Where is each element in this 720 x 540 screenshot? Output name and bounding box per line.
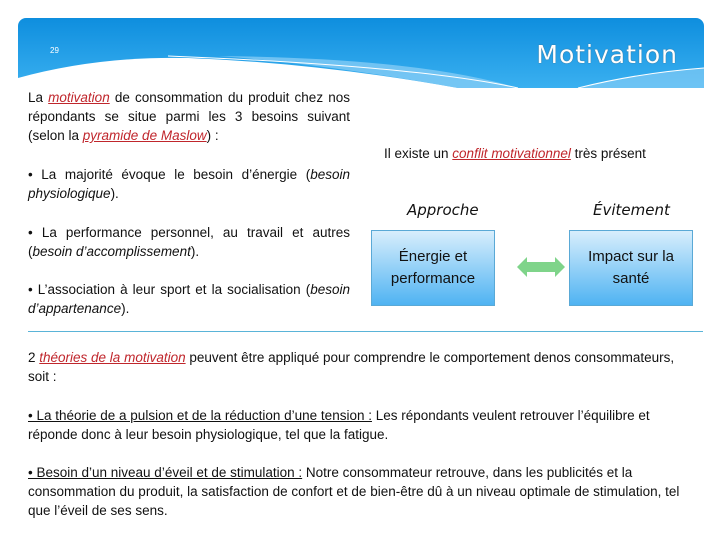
avoidance-box: Impact sur la santé <box>569 230 693 306</box>
theory-arousal: • Besoin d’un niveau d’éveil et de stimulation : Notre consommateur retrouve, dans les publicités et la consommation du produit, la satisfaction de confort et de bien-être dû à un niveau optimale de stimulation, tel que l’éveil de ses sens. <box>28 465 680 518</box>
approach-label: Approche <box>407 201 479 219</box>
conflict-statement: Il existe un conflit motivationnel très présent <box>384 146 646 161</box>
avoidance-label: Évitement <box>593 201 670 219</box>
page-number: 29 <box>50 46 59 55</box>
bullet-belonging: • L’association à leur sport et la socialisation (besoin d’appartenance). <box>28 282 350 316</box>
theories-intro: 2 théories de la motivation peuvent être appliqué pour comprendre le comportement denos consommateurs, soit : <box>28 350 675 384</box>
header-band <box>18 18 704 88</box>
bullet-accomplishment: • La performance personnel, au travail et autres (besoin d’accomplissement). <box>28 225 350 259</box>
theory-drive-reduction: • La théorie de a pulsion et de la réduction d’une tension : Les répondants veulent retrouver l’équilibre et réponde donc à leur besoin physiologique, tel que la fatigue. <box>28 408 650 442</box>
approach-box: Énergie et performance <box>371 230 495 306</box>
double-arrow-icon <box>517 257 565 277</box>
divider <box>28 331 703 332</box>
bullet-physiological: • La majorité évoque le besoin d’énergie (besoin physiologique). <box>28 167 350 201</box>
slide-title: Motivation <box>536 40 678 69</box>
intro-paragraph: La motivation de consommation du produit chez nos répondants se situe parmi les 3 besoins suivant (selon la pyramide de Maslow) : <box>28 90 350 143</box>
